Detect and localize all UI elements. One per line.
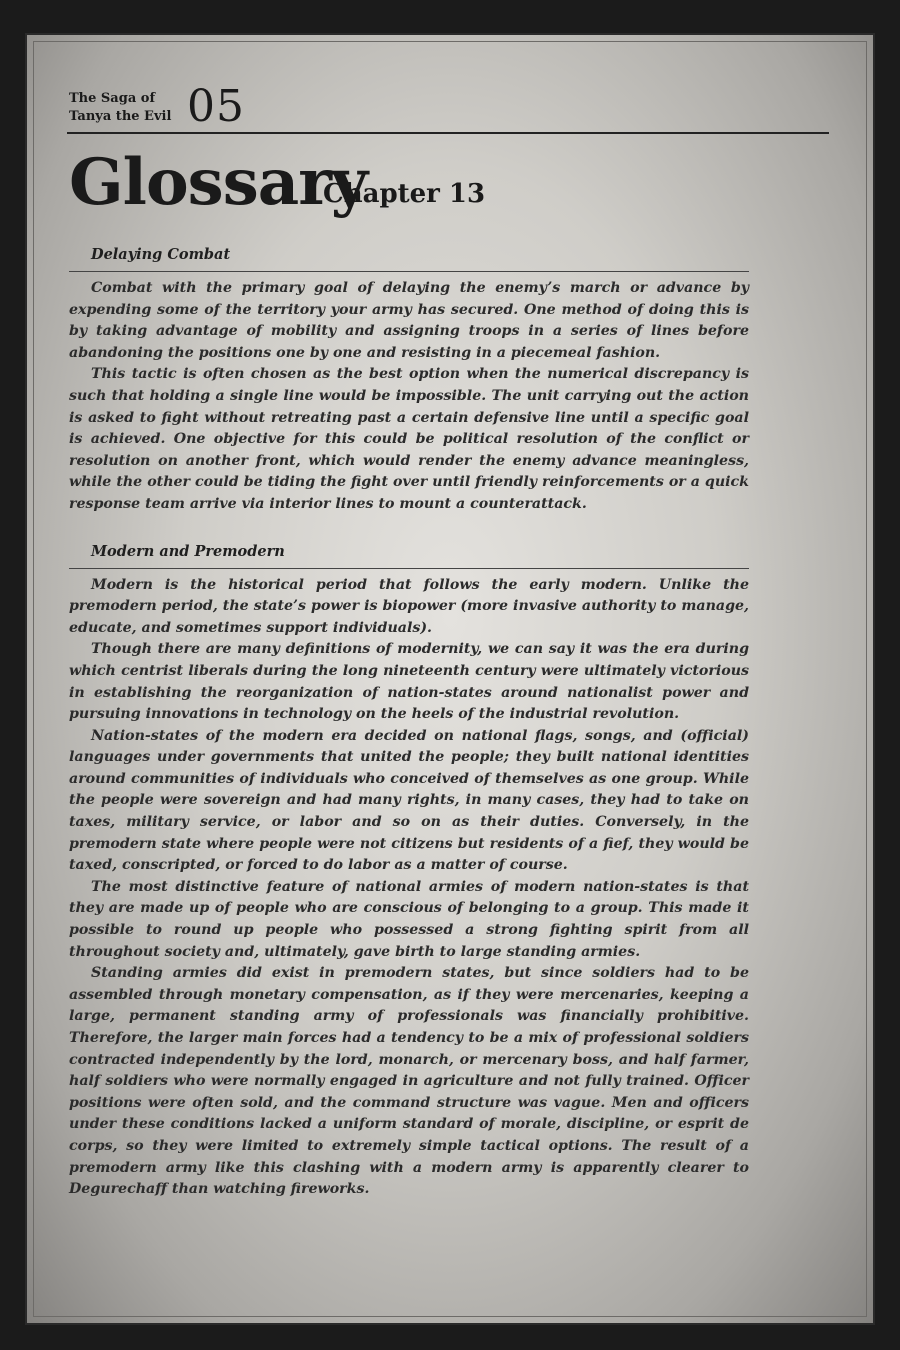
entry-paragraph: Nation-states of the modern era decided on national flags, songs, and (official) languages under governments that united the people; they built national identities around communities of individuals who conceived of themselves as one group. While the people were sovereign and had many rights, in many cases, they had to take on taxes, military service, or labor and so on as their duties. Conversely, in the premodern state where people were not citizens but residents of a fief, they would be taxed, conscripted, or forced to do labor as a matter of course. <box>69 727 749 874</box>
page-title: Glossary <box>69 145 368 220</box>
entry-heading: Modern and Premodern <box>91 542 285 560</box>
series-title <box>69 90 171 126</box>
entry-paragraph: Standing armies did exist in premodern states, but since soldiers had to be assembled through monetary compensation, as if they were mercenaries, keeping a large, permanent standing army of professionals was financially prohibitive. Therefore, the larger main forces had a tendency to be a mix of professional soldiers contracted independently by the lord, monarch, or mercenary boss, and half farmer, half soldiers who were normally engaged in agriculture and not fully trained. Officer positions were often sold, and the command structure was vague. Men and officers under these conditions lacked a uniform standard of morale, discipline, or esprit de corps, so they were limited to extremely simple tactical options. The result of a premodern army like this clashing with a modern army is apparently clearer to Degurechaff than watching fireworks. <box>69 965 749 1198</box>
glossary-content <box>69 245 749 1201</box>
entry-paragraph: Though there are many definitions of modernity, we can say it was the era during which centrist liberals during the long nineteenth century were ultimately victorious in establishing the reorganization of nation-states around nationalist power and pursuing innovations in technology on the heels of the industrial revolution. <box>69 641 749 723</box>
glossary-entry-delaying-combat <box>69 245 749 516</box>
book-page <box>25 33 875 1325</box>
entry-heading: Delaying Combat <box>91 246 231 263</box>
series-title-line-1: The Saga of <box>69 91 156 106</box>
entry-paragraph: Modern is the historical period that follows the early modern. Unlike the premodern period, the state’s power is biopower (more invasive authority to manage, educate, and sometimes support individuals). <box>69 576 749 636</box>
entry-divider <box>69 271 749 272</box>
series-title-line-2: Tanya the Evil <box>69 109 172 124</box>
entry-paragraph: This tactic is often chosen as the best option when the numerical discrepancy is such that holding a single line would be impossible. The unit carrying out the action is asked to fight without retreating past a certain defensive line until a specific goal is achieved. One objective for this could be political resolution of the conflict or resolution on another front, which would render the enemy advance meaningless, while the other could be tiding the fight over until friendly reinforcements or a quick response team arrive via interior lines to mount a counterattack. <box>69 366 749 512</box>
entry-paragraph: Combat with the primary goal of delaying the enemy’s march or advance by expending some of the territory your army has secured. One method of doing this is by taking advantage of mobility and assigning troops in a series of lines before abandoning the positions one by one and resisting in a piecemeal fashion. <box>69 280 749 361</box>
entry-paragraph: The most distinctive feature of national armies of modern nation-states is that they are made up of people who are conscious of belonging to a group. This made it possible to round up people who possessed a strong fighting spirit from all throughout society and, ultimately, gave birth to large standing armies. <box>69 878 749 960</box>
chapter-label: Chapter 13 <box>323 179 486 209</box>
glossary-entry-modern-and-premodern <box>69 542 749 1201</box>
volume-number: 05 <box>187 81 245 132</box>
header-divider <box>67 132 829 134</box>
entry-divider <box>69 568 749 569</box>
